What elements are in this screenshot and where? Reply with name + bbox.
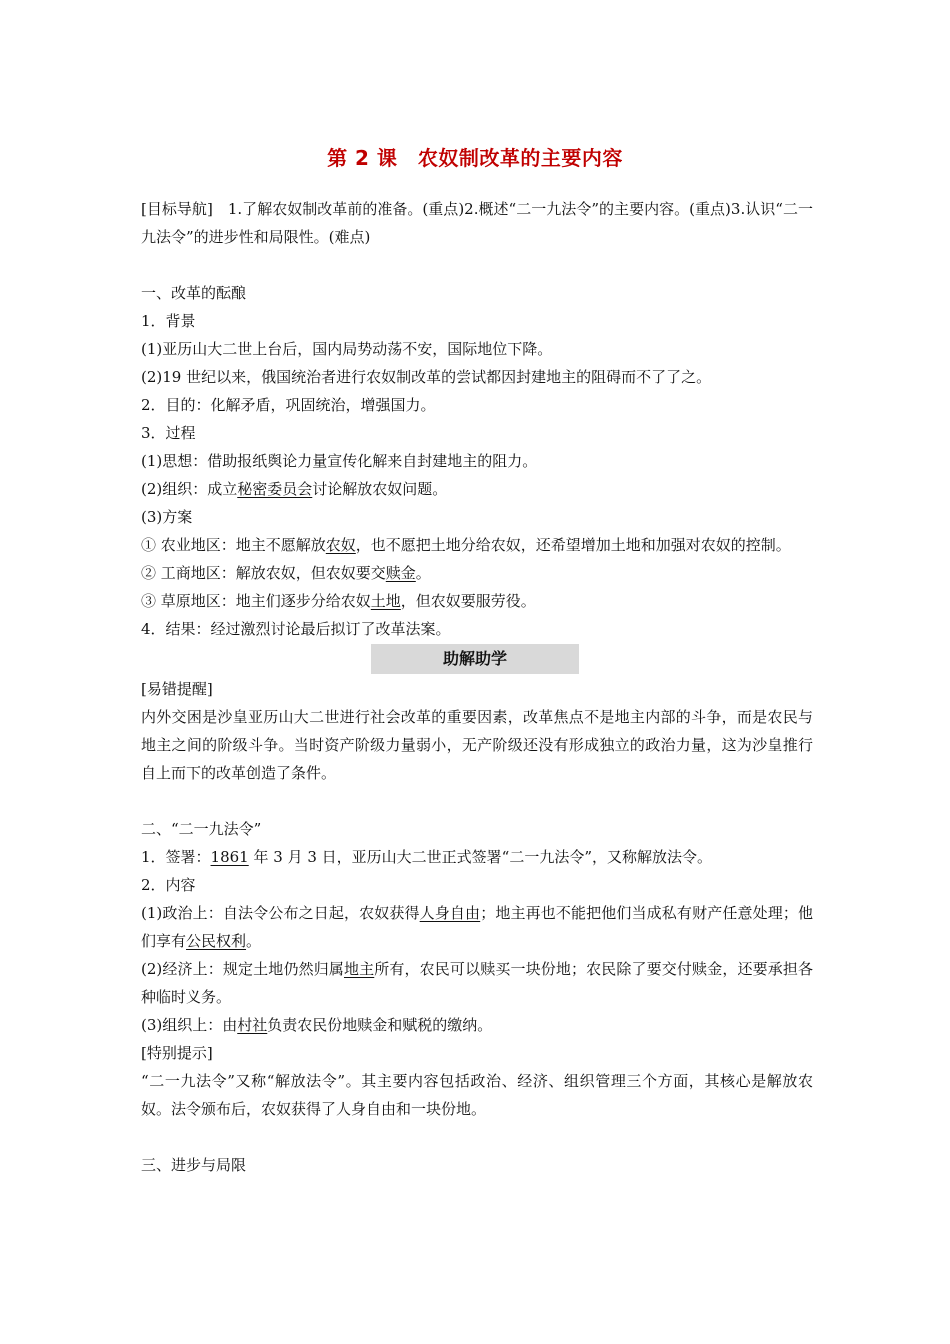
text-run: ，也不愿把土地分给农奴，还希望增加土地和加强对农奴的控制。 — [355, 536, 791, 554]
subsection-title: 3．过程 — [141, 424, 196, 442]
subsection-title: 2．内容 — [141, 876, 196, 894]
goals-label: [目标导航] — [141, 200, 213, 218]
text-run: 讨论解放农奴问题。 — [312, 480, 448, 498]
learning-goals — [141, 195, 813, 251]
spacer — [141, 1123, 813, 1151]
text-run: (2)组织：成立 — [141, 480, 238, 498]
spacer — [141, 787, 813, 815]
paragraph: (3)方案 — [141, 508, 193, 526]
tip-text: 内外交困是沙皇亚历山大二世进行社会改革的重要因素，改革焦点不是地主内部的斗争，而是农民与地主之间的阶级斗争。当时资产阶级力量弱小，无产阶级还没有形成独立的政治力量，这为沙皇推行自上而下的改革创造了条件。 — [141, 708, 813, 782]
subsection-title: 1．背景 — [141, 312, 196, 330]
underlined-answer: 村社 — [237, 1016, 268, 1034]
paragraph — [141, 559, 813, 587]
text-run: 所有，农民可以赎买一块份地；农民除了要交付赎金，还要承担各种临时义务。 — [141, 960, 813, 1006]
underlined-answer: 农奴 — [325, 536, 356, 554]
underlined-answer: 地主 — [343, 960, 375, 978]
text-run: ；地主再也不能把他们当成私有财产任意处理；他们享有 — [141, 904, 813, 950]
paragraph: 2．目的：化解矛盾，巩固统治，增强国力。 — [141, 396, 436, 414]
text-run: 负责农民份地赎金和赋税的缴纳。 — [267, 1016, 493, 1034]
text-run: ，但农奴要服劳役。 — [400, 592, 536, 610]
paragraph — [141, 899, 813, 955]
section-heading: 一、改革的酝酿 — [141, 284, 247, 302]
paragraph: (1)亚历山大二世上台后，国内局势动荡不安，国际地位下降。 — [141, 340, 553, 358]
paragraph — [141, 1011, 813, 1039]
text-run: ③ 草原地区：地主们逐步分给农奴 — [141, 592, 371, 610]
text-run: (2)经济上：规定土地仍然归属 — [141, 960, 344, 978]
tip-label: [特别提示] — [141, 1044, 213, 1062]
text-run: 年 3 月 3 日，亚历山大二世正式签署“二一九法令”，又称解放法令。 — [248, 848, 713, 866]
paragraph: 4．结果：经过激烈讨论最后拟订了改革法案。 — [141, 620, 451, 638]
paragraph — [141, 587, 813, 615]
section-heading: 二、“二一九法令” — [141, 820, 262, 838]
text-run: (1)政治上：自法令公布之日起，农奴获得 — [141, 904, 420, 922]
text-run: (3)组织上：由 — [141, 1016, 238, 1034]
goals-text: 1.了解农奴制改革前的准备。(重点)2.概述“二一九法令”的主要内容。(重点)3.认识“二一九法令”的进步性和局限性。(难点) — [141, 200, 813, 246]
page-title: 第 2 课 农奴制改革的主要内容 — [327, 146, 623, 170]
text-run: ② 工商地区：解放农奴，但农奴要交 — [141, 564, 386, 582]
text-run: 1．签署： — [141, 848, 211, 866]
help-band: 助解助学 — [371, 644, 579, 674]
paragraph — [141, 843, 813, 871]
underlined-answer: 公民权利 — [186, 932, 247, 950]
underlined-answer: 土地 — [370, 592, 401, 610]
underlined-answer: 人身自由 — [419, 904, 481, 922]
spacer — [141, 251, 813, 279]
text-run: 。 — [246, 932, 262, 950]
text-run: 。 — [415, 564, 431, 582]
tip-label: [易错提醒] — [141, 680, 213, 698]
paragraph — [141, 955, 813, 1011]
tip-text: “二一九法令”又称“解放法令”。其主要内容包括政治、经济、组织管理三个方面，其核心是解放农奴。法令颁布后，农奴获得了人身自由和一块份地。 — [141, 1072, 813, 1118]
underlined-answer: 赎金 — [385, 564, 416, 582]
paragraph: (2)19 世纪以来，俄国统治者进行农奴制改革的尝试都因封建地主的阻碍而不了了之。 — [141, 368, 712, 386]
paragraph: (1)思想：借助报纸舆论力量宣传化解来自封建地主的阻力。 — [141, 452, 538, 470]
underlined-answer: 秘密委员会 — [237, 480, 313, 498]
document-body — [141, 195, 813, 1179]
underlined-answer: 1861 — [210, 848, 249, 866]
paragraph — [141, 531, 813, 559]
section-heading: 三、进步与局限 — [141, 1156, 247, 1174]
paragraph — [141, 475, 813, 503]
text-run: ① 农业地区：地主不愿解放 — [141, 536, 326, 554]
